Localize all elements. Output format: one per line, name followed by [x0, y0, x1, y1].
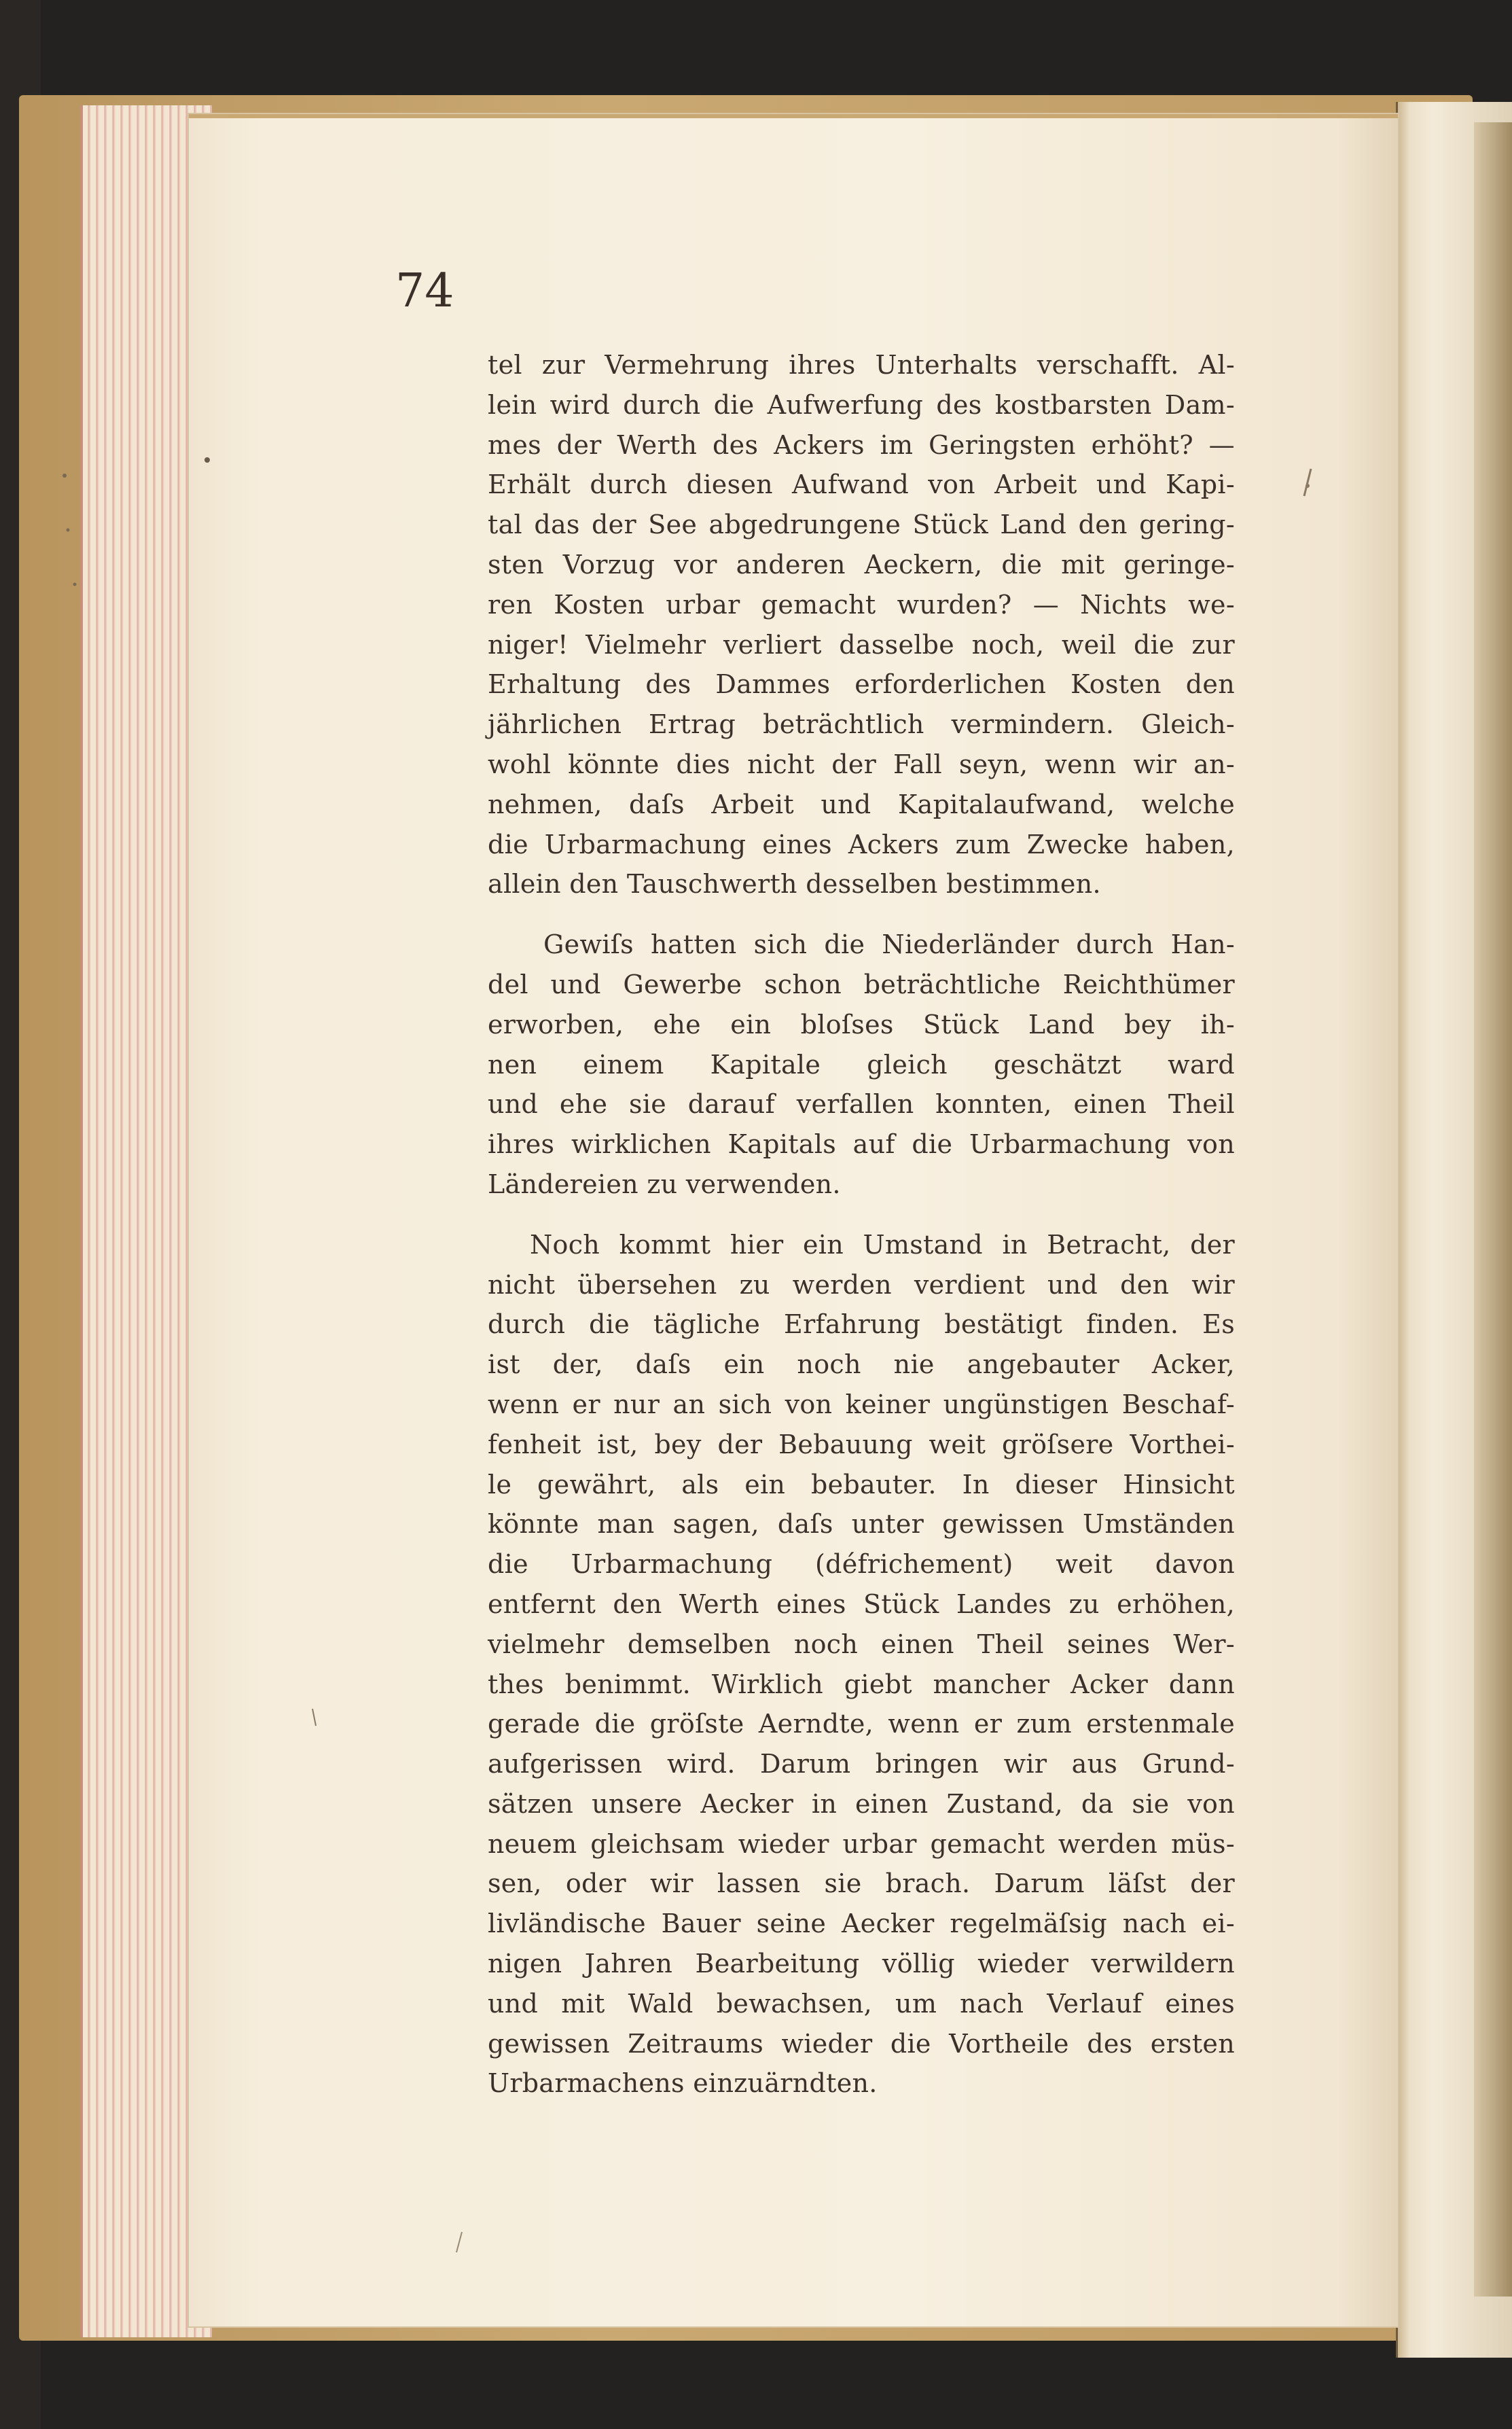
text-line: erworben, ehe ein bloſses Stück Land bey ih-: [488, 1009, 1235, 1040]
text-line: nehmen, daſs Arbeit und Kapitalaufwand, welche: [488, 789, 1235, 819]
text-line: die Urbarmachung eines Ackers zum Zwecke haben,: [488, 829, 1235, 859]
text-line: sätzen unsere Aecker in einen Zustand, da sie von: [488, 1788, 1235, 1819]
text-line: wohl könnte dies nicht der Fall seyn, wenn wir an-: [488, 749, 1235, 779]
text-line: lein wird durch die Aufwerfung des kostbarsten Dam-: [488, 389, 1235, 420]
page-number: 74: [395, 264, 454, 318]
paragraph-3: [488, 1225, 1235, 2104]
text-line: nicht übersehen zu werden verdient und den wir: [488, 1269, 1235, 1300]
text-line: gewissen Zeitraums wieder die Vortheile des ersten: [488, 2028, 1235, 2059]
text-line: wenn er nur an sich von keiner ungünstigen Beschaf-: [488, 1389, 1235, 1419]
text-line: durch die tägliche Erfahrung bestätigt finden. Es: [488, 1309, 1235, 1340]
text-line: und mit Wald bewachsen, um nach Verlauf eines: [488, 1988, 1235, 2019]
text-line: die Urbarmachung (défrichement) weit davon: [488, 1549, 1235, 1580]
text-line: aufgerissen wird. Darum bringen wir aus Grund-: [488, 1749, 1235, 1779]
text-line: le gewährt, als ein bebauter. In dieser Hinsicht: [488, 1469, 1235, 1500]
text-line: nigen Jahren Bearbeitung völlig wieder verwildern: [488, 1949, 1235, 1979]
text-line: ihres wirklichen Kapitals auf die Urbarmachung von: [488, 1129, 1235, 1160]
text-line: könnte man sagen, daſs unter gewissen Umständen: [488, 1509, 1235, 1540]
text-line: ist der, daſs ein noch nie angebauter Acker,: [488, 1349, 1235, 1380]
text-line: ren Kosten urbar gemacht wurden? — Nichts we-: [488, 589, 1235, 620]
text-line: niger! Vielmehr verliert dasselbe noch, weil die zur: [488, 629, 1235, 660]
text-line: Ländereien zu verwenden.: [488, 1169, 841, 1199]
text-line: sen, oder wir lassen sie brach. Darum läſst der: [488, 1868, 1235, 1899]
text-line: entfernt den Werth eines Stück Landes zu erhöhen,: [488, 1589, 1235, 1619]
text-line: Erhaltung des Dammes erforderlichen Kosten den: [488, 669, 1235, 700]
text-line: neuem gleichsam wieder urbar gemacht werden müs-: [488, 1828, 1235, 1859]
text-line: Erhält durch diesen Aufwand von Arbeit und Kapi-: [488, 469, 1235, 500]
paragraph-gap: [488, 1205, 1235, 1225]
paragraph-2: [488, 925, 1235, 1205]
text-line: mes der Werth des Ackers im Geringsten erhöht? —: [488, 429, 1235, 460]
text-line: Gewiſs hatten sich die Niederländer durch Han-: [543, 929, 1235, 960]
text-line: Urbarmachens einzuärndten.: [488, 2068, 878, 2099]
paragraph-gap: [488, 904, 1235, 925]
text-line: del und Gewerbe schon beträchtliche Reichthümer: [488, 969, 1235, 999]
body-text: [488, 345, 1235, 2104]
text-line: jährlichen Ertrag beträchtlich vermindern. Gleich-: [488, 709, 1235, 740]
text-line: und ehe sie darauf verfallen konnten, einen Theil: [488, 1089, 1235, 1120]
text-line: fenheit ist, bey der Bebauung weit gröſsere Vorthei-: [488, 1429, 1235, 1459]
text-line: tal das der See abgedrungene Stück Land den gering-: [488, 510, 1235, 540]
text-line: tel zur Vermehrung ihres Unterhalts verschafft. Al-: [488, 350, 1235, 380]
text-line: allein den Tauschwerth desselben bestimmen.: [488, 869, 1101, 900]
text-line: Noch kommt hier ein Umstand in Betracht, der: [530, 1229, 1235, 1260]
text-line: sten Vorzug vor anderen Aeckern, die mit geringe-: [488, 549, 1235, 580]
text-line: livländische Bauer seine Aecker regelmäſsig nach ei-: [488, 1909, 1235, 1939]
text-line: vielmehr demselben noch einen Theil seines Wer-: [488, 1629, 1235, 1659]
text-line: gerade die gröſste Aerndte, wenn er zum erstenmale: [488, 1709, 1235, 1739]
text-line: nen einem Kapitale gleich geschätzt ward: [488, 1049, 1235, 1080]
paragraph-1: [488, 345, 1235, 904]
text-line: thes benimmt. Wirklich giebt mancher Acker dann: [488, 1669, 1235, 1699]
